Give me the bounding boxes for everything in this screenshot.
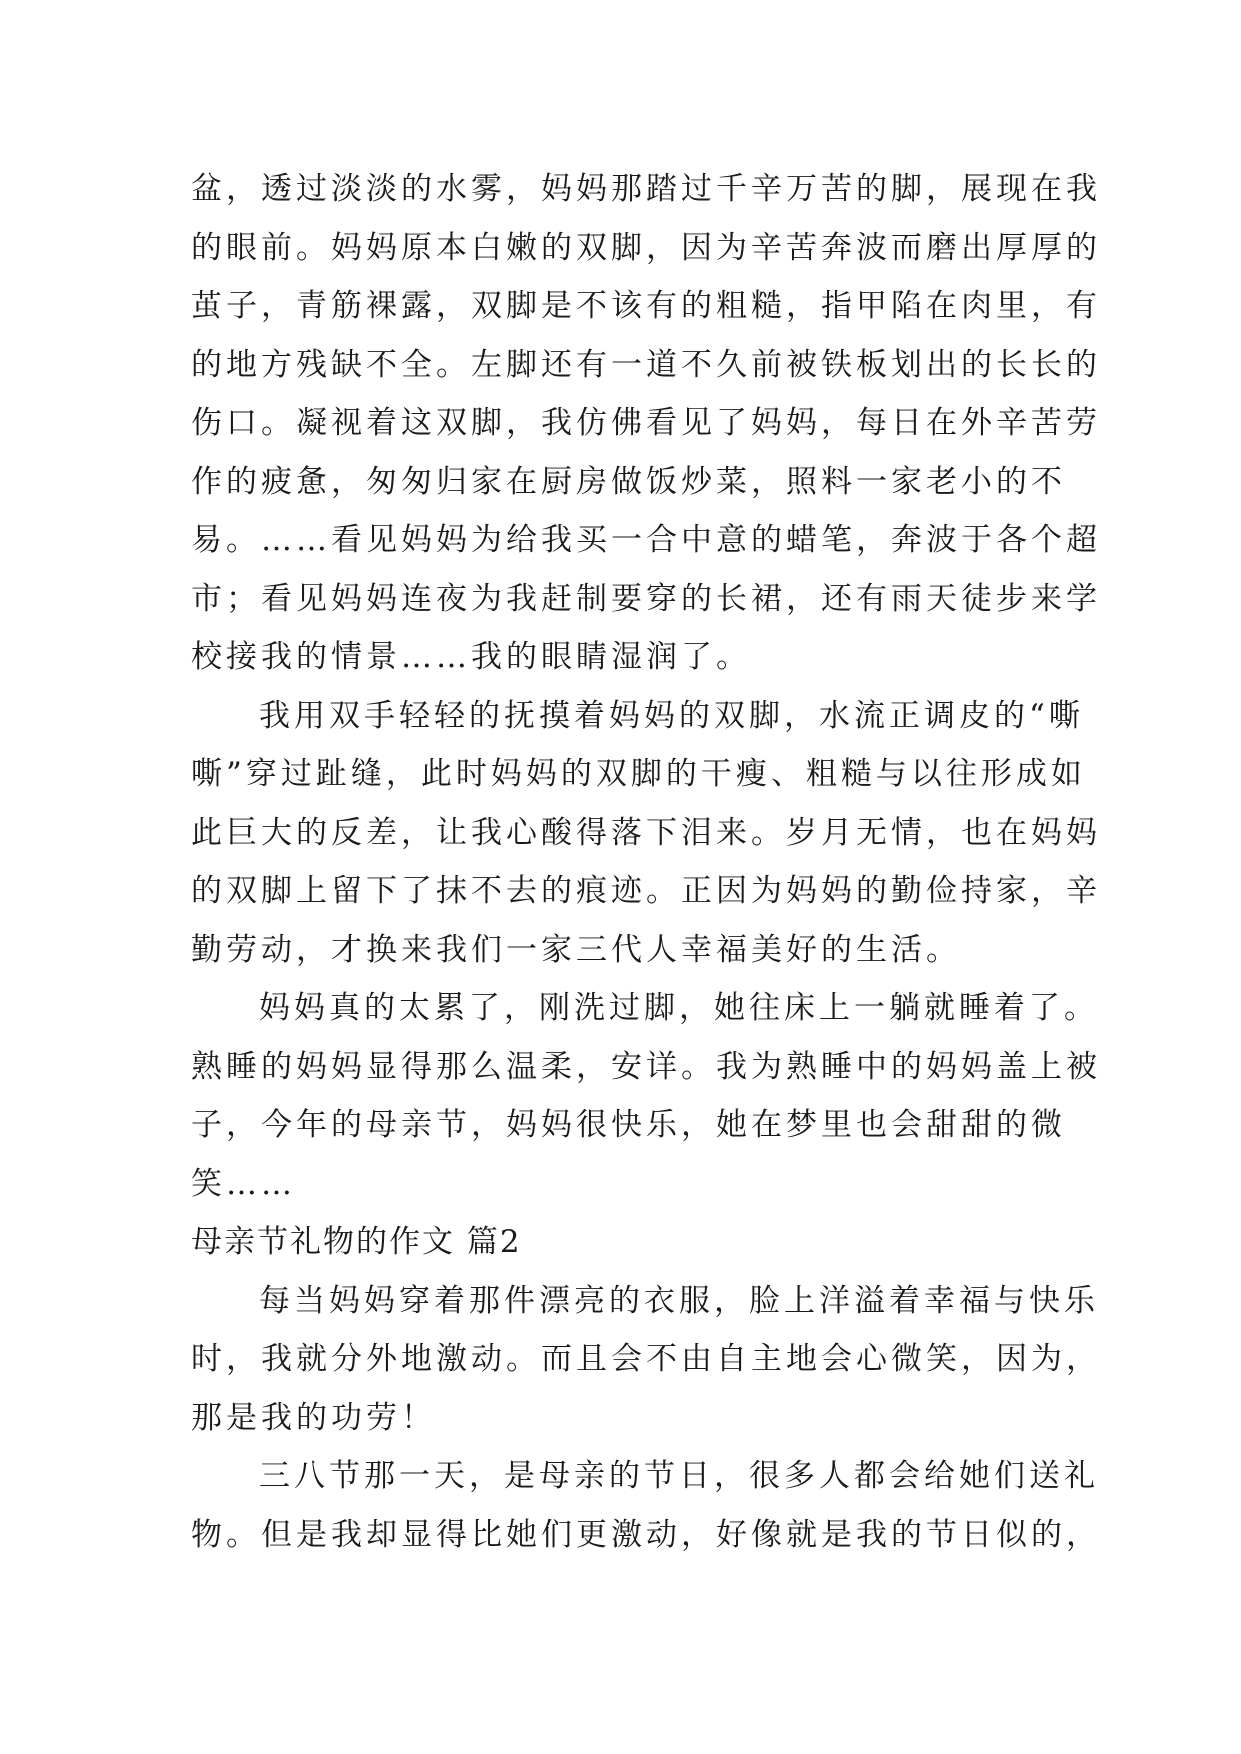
text-line: 子，今年的母亲节，妈妈很快乐，她在梦里也会甜甜的微 [191, 1107, 1066, 1143]
text-line: 那是我的功劳！ [191, 1399, 436, 1436]
text-line: 勤劳动，才换来我们一家三代人幸福美好的生活。 [191, 931, 961, 968]
text-line: 校接我的情景……我的眼睛湿润了。 [191, 639, 751, 675]
text-line: 的地方残缺不全。左脚还有一道不久前被铁板划出的长长的 [191, 346, 1101, 383]
paragraph-start-line: 妈妈真的太累了，刚洗过脚，她往床上一躺就睡着了。 [259, 990, 1099, 1026]
text-line: 嘶”穿过趾缝，此时妈妈的双脚的干瘦、粗糙与以往形成如 [191, 756, 1086, 792]
essay-body [191, 160, 1101, 1564]
paragraph-start-line: 我用双手轻轻的抚摸着妈妈的双脚，水流正调皮的“嘶 [259, 697, 1084, 734]
text-line: 的眼前。妈妈原本白嫩的双脚，因为辛苦奔波而磨出厚厚的 [191, 229, 1101, 266]
paragraph-start-line: 三八节那一天，是母亲的节日，很多人都会给她们送礼 [259, 1458, 1099, 1494]
text-line: 作的疲惫，匆匆归家在厨房做饭炒菜，照料一家老小的不 [191, 463, 1066, 500]
text-line: 易。……看见妈妈为给我买一合中意的蜡笔，奔波于各个超 [191, 522, 1101, 558]
text-line: 熟睡的妈妈显得那么温柔，安详。我为熟睡中的妈妈盖上被 [191, 1048, 1101, 1085]
text-line: 时，我就分外地激动。而且会不由自主地会心微笑，因为， [191, 1341, 1101, 1377]
text-line: 茧子，青筋裸露，双脚是不该有的粗糙，指甲陷在肉里，有 [191, 288, 1101, 324]
text-line: 伤口。凝视着这双脚，我仿佛看见了妈妈，每日在外辛苦劳 [191, 405, 1101, 441]
text-line: 市；看见妈妈连夜为我赶制要穿的长裙，还有雨天徒步来学 [191, 580, 1101, 617]
section-heading: 母亲节礼物的作文 篇2 [191, 1224, 522, 1260]
text-line: 笑…… [191, 1165, 296, 1202]
text-line: 盆，透过淡淡的水雾，妈妈那踏过千辛万苦的脚，展现在我 [191, 171, 1101, 207]
text-line: 物。但是我却显得比她们更激动，好像就是我的节日似的， [191, 1516, 1101, 1553]
paragraph-start-line: 每当妈妈穿着那件漂亮的衣服，脸上洋溢着幸福与快乐 [259, 1282, 1099, 1319]
text-line: 的双脚上留下了抹不去的痕迹。正因为妈妈的勤俭持家，辛 [191, 873, 1101, 909]
text-line: 此巨大的反差，让我心酸得落下泪来。岁月无情，也在妈妈 [191, 814, 1101, 851]
